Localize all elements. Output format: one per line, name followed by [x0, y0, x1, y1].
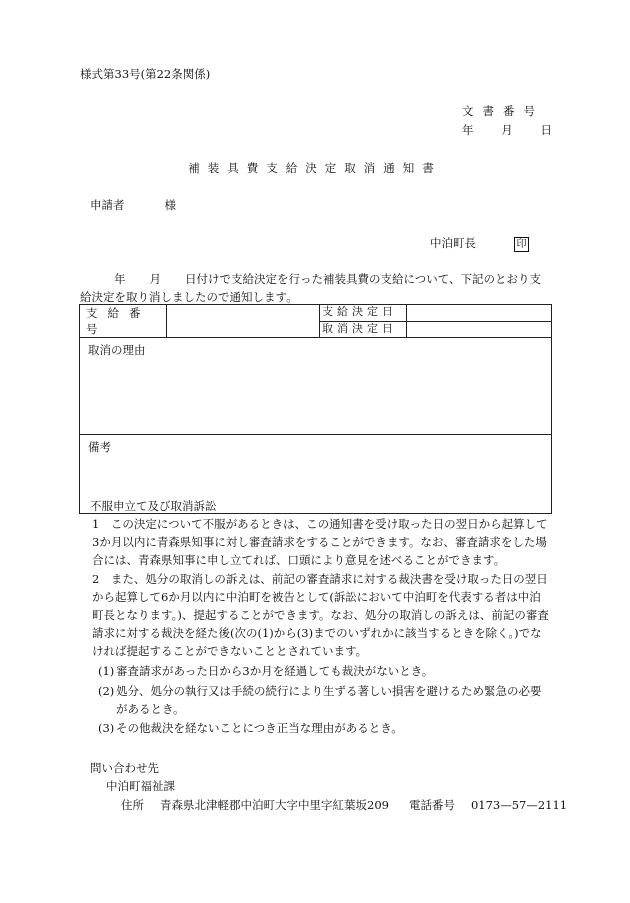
issuer-name: 中泊町長	[430, 236, 476, 250]
condition-text-3: その他裁決を経ないことにつき正当な理由があるとき。	[116, 721, 403, 735]
applicant-suffix: 様	[164, 198, 176, 212]
phone-value: 0173—57—2111	[470, 798, 568, 812]
contact-department: 中泊町福祉課	[106, 779, 175, 793]
body-month: 月	[149, 272, 161, 286]
document-title: 補装具費支給決定取消通知書	[188, 161, 442, 175]
condition-mark-2: (2)	[98, 684, 115, 698]
form-number: 様式第33号(第22条関係)	[80, 67, 211, 81]
applicant-line	[90, 197, 176, 213]
date-day-label: 日	[540, 123, 552, 137]
condition-mark-1: (1)	[98, 664, 115, 678]
body-year: 年	[114, 272, 126, 286]
details-table	[79, 304, 552, 514]
date-year-label: 年	[462, 123, 474, 137]
notice-body	[80, 270, 552, 306]
cancellation-reason-label: 取消の理由	[88, 343, 146, 357]
contact-heading: 問い合わせ先	[90, 761, 159, 775]
address-label: 住所	[121, 798, 144, 812]
appeal-paragraph-1: 1 この決定について不服があるときは、この通知書を受け取った日の翌日から起算して3か月以内に青森県知事に対し審査請求をすることができます。なお、審査請求をした場合には、青森県知事に申し立てれば、口頭により意見を述べることができます。	[92, 517, 548, 567]
issuer-line	[430, 235, 529, 252]
appeal-paragraph-2: 2 また、処分の取消しの訴えは、前記の審査請求に対する裁決書を受け取った日の翌日から起算して6か月以内に中泊町を被告として(訴訟において中泊町を代表する者は中泊町長となります。)、提起することができます。なお、処分の取消しの訴えは、前記の審査請求に対する裁決を経た後(次の(1)から(3)までのいずれかに該当するときを除く。)でなければ提起することができないこととされています。	[92, 572, 549, 658]
remarks-label: 備考	[88, 440, 111, 454]
payment-number-label: 支給番号	[80, 305, 167, 338]
body-text: 日付けで支給決定を行った補装具費の支給について、下記のとおり支給決定を取り消しましたので通知します。	[80, 272, 542, 304]
condition-mark-3: (3)	[98, 721, 115, 735]
cancel-date-label: 取消決定日	[320, 321, 407, 338]
condition-item-1	[98, 662, 433, 680]
document-number-label: 文書番号	[462, 104, 544, 118]
document-date	[462, 122, 552, 138]
condition-text-1: 審査請求があった日から3か月を経過しても裁決がないとき。	[116, 664, 434, 678]
cancellation-reason-cell	[80, 338, 552, 435]
condition-item-3	[98, 719, 403, 737]
contact-address-line	[121, 797, 567, 813]
decision-date-label: 支給決定日	[320, 305, 407, 322]
condition-text-2: 処分、処分の執行又は手続の続行により生ずる著しい損害を避けるため緊急の必要があるとき。	[116, 684, 542, 716]
cancel-date-value	[407, 321, 552, 338]
phone-label: 電話番号	[408, 798, 455, 812]
condition-item-2	[98, 682, 552, 718]
applicant-label: 申請者	[90, 198, 125, 212]
date-month-label: 月	[501, 123, 513, 137]
address-value: 青森県北津軽郡中泊町大字中里字紅葉坂209	[160, 798, 389, 812]
appeal-heading: 不服申立て及び取消訴訟	[90, 499, 217, 513]
decision-date-value	[407, 305, 552, 322]
seal-mark: 印	[514, 237, 529, 252]
payment-number-value	[167, 305, 320, 338]
